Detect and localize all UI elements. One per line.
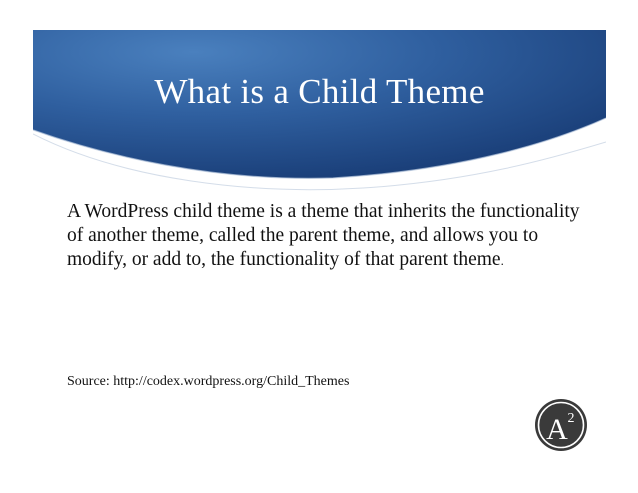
body-period: . <box>500 253 504 268</box>
source-citation: Source: http://codex.wordpress.org/Child_Themes <box>67 374 350 389</box>
a2-logo-icon <box>534 398 588 452</box>
title-banner <box>33 30 606 200</box>
slide-title: What is a Child Theme <box>154 72 485 111</box>
logo-superscript: 2 <box>567 411 575 426</box>
slide <box>33 30 606 466</box>
body-paragraph <box>67 200 587 273</box>
logo-letter: A <box>546 413 568 446</box>
body-main-text: A WordPress child theme is a theme that inherits the functionality of another theme, called the parent theme, and allows you to modify, or add to, the functionality of that parent theme <box>67 201 580 270</box>
